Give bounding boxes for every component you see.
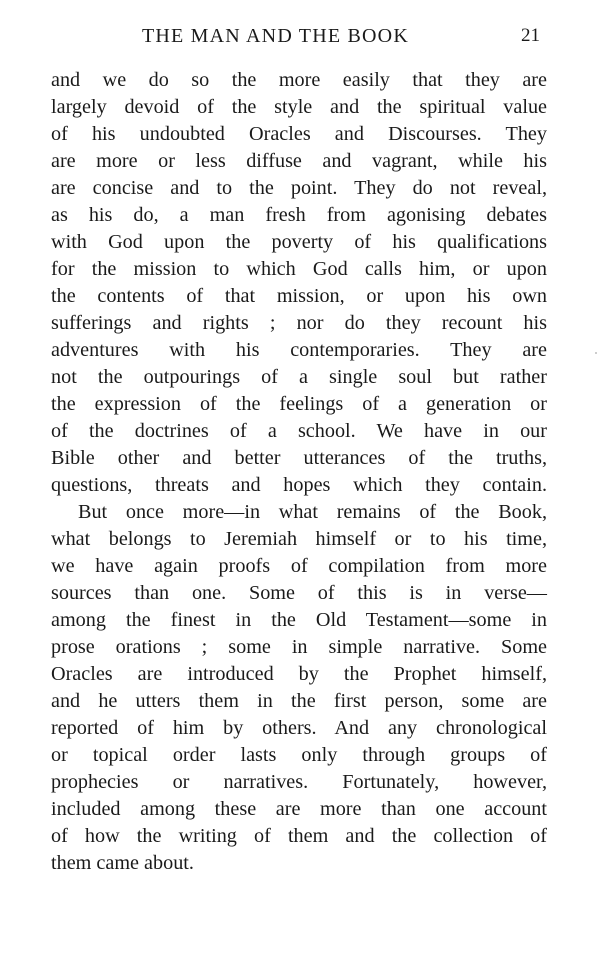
text-line: not the outpourings of a single soul but rather xyxy=(51,366,547,388)
text-line: them came about. xyxy=(51,852,194,874)
text-line: of his undoubted Oracles and Discourses. They xyxy=(51,123,547,145)
text-line: sources than one. Some of this is in verse— xyxy=(51,582,547,604)
page-number: 21 xyxy=(521,25,540,46)
text-line: adventures with his contemporaries. They are xyxy=(51,339,547,361)
text-line: Bible other and better utterances of the truths, xyxy=(51,447,547,469)
text-line: among the finest in the Old Testament—some in xyxy=(51,609,547,631)
paragraph-1 xyxy=(51,67,547,499)
paper-speck xyxy=(595,352,597,354)
text-line: prose orations ; some in simple narrative. Some xyxy=(51,636,547,658)
text-line: But once more—in what remains of the Book, xyxy=(78,501,547,523)
text-line: largely devoid of the style and the spiritual value xyxy=(51,96,547,118)
text-line: the expression of the feelings of a generation or xyxy=(51,393,547,415)
running-head xyxy=(0,22,614,52)
paragraph-2 xyxy=(51,499,547,877)
text-line: sufferings and rights ; nor do they recount his xyxy=(51,312,547,334)
body-text xyxy=(51,67,547,877)
text-line: are concise and to the point. They do not reveal, xyxy=(51,177,547,199)
text-line: or topical order lasts only through groups of xyxy=(51,744,547,766)
text-line: what belongs to Jeremiah himself or to his time, xyxy=(51,528,547,550)
text-line: as his do, a man fresh from agonising debates xyxy=(51,204,547,226)
text-line: of the doctrines of a school. We have in our xyxy=(51,420,547,442)
text-line: are more or less diffuse and vagrant, while his xyxy=(51,150,547,172)
text-line: and he utters them in the first person, some are xyxy=(51,690,547,712)
text-line: questions, threats and hopes which they contain. xyxy=(51,474,547,496)
text-line: Oracles are introduced by the Prophet himself, xyxy=(51,663,547,685)
text-line: with God upon the poverty of his qualifications xyxy=(51,231,547,253)
text-line: of how the writing of them and the collection of xyxy=(51,825,547,847)
text-line: the contents of that mission, or upon his own xyxy=(51,285,547,307)
text-line: prophecies or narratives. Fortunately, however, xyxy=(51,771,547,793)
text-line: for the mission to which God calls him, or upon xyxy=(51,258,547,280)
text-line: and we do so the more easily that they are xyxy=(51,69,547,91)
running-title: THE MAN AND THE BOOK xyxy=(142,25,409,47)
text-line: included among these are more than one account xyxy=(51,798,547,820)
text-line: reported of him by others. And any chronological xyxy=(51,717,547,739)
text-line: we have again proofs of compilation from more xyxy=(51,555,547,577)
